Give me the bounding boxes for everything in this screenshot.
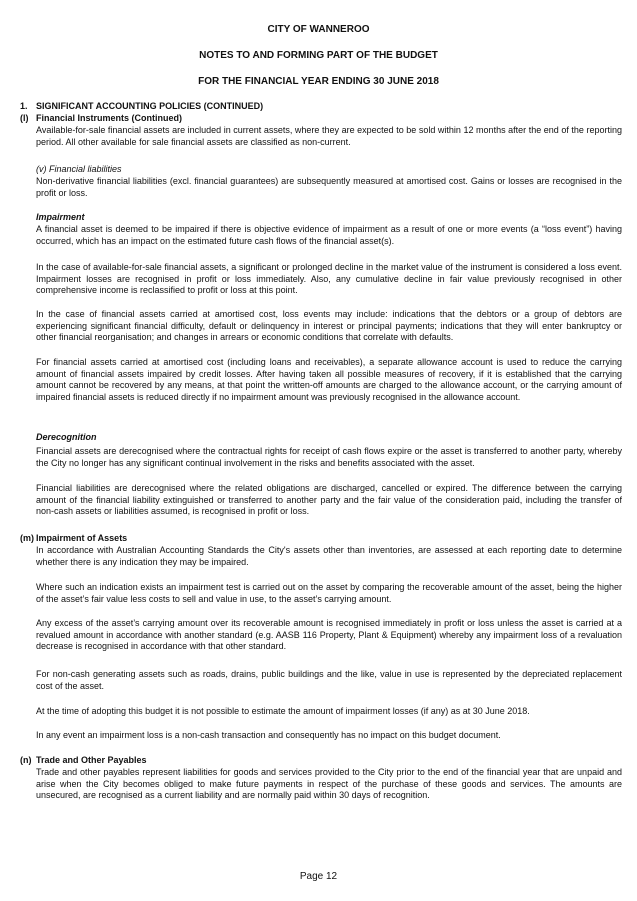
section-number: 1. — [20, 101, 28, 111]
note-l-para-1: Available-for-sale financial assets are included in current assets, where they are expected to be sold within 12 months after the end of the reporting period. All other available for sale financial assets are classified as non-current. — [36, 125, 622, 147]
section-heading: SIGNIFICANT ACCOUNTING POLICIES (CONTINUED) — [36, 101, 264, 111]
note-l-para-7: Financial assets are derecognised where the contractual rights for receipt of cash flows expire or the asset is transferred to another party, whereby the City no longer has any significant continual involvement in the risks and benefits associated with the asset. — [36, 446, 622, 468]
note-m-para-6: In any event an impairment loss is a non-cash transaction and consequently has no impact on this budget document. — [36, 730, 501, 740]
note-l-para-4: In the case of available-for-sale financial assets, a significant or prolonged decline in the market value of the instrument is considered a loss event. Impairment losses are recognised in profit or loss immediately. Also, any cumulative decline in fair value previously recognised in other comprehensive income is reclassified to profit or loss at this point. — [36, 262, 622, 295]
note-m-para-4: For non-cash generating assets such as roads, drains, public buildings and the like, value in use is represented by the depreciated replacement cost of the asset. — [36, 669, 622, 691]
note-l-para-6: For financial assets carried at amortised cost (including loans and receivables), a separate allowance account is used to reduce the carrying amount of financial assets impaired by credit losses. After having taken all possible measures of recovery, if it is established that the carrying amount cannot be recovered by any means, at that point the written-off amounts are charged to the allowance account, or the carrying amount of impaired financial assets is reduced directly if no impairment amount was previously recognised in the allowance account. — [36, 357, 622, 402]
financial-liabilities-heading: (v) Financial liabilities — [36, 164, 122, 174]
doc-header-period: FOR THE FINANCIAL YEAR ENDING 30 JUNE 2018 — [198, 76, 439, 87]
derecognition-heading: Derecognition — [36, 432, 97, 442]
note-n-heading: Trade and Other Payables — [36, 755, 147, 765]
doc-header-title: NOTES TO AND FORMING PART OF THE BUDGET — [199, 50, 438, 61]
impairment-heading: Impairment — [36, 212, 85, 222]
note-m-para-5: At the time of adopting this budget it is not possible to estimate the amount of impairment losses (if any) as at 30 June 2018. — [36, 706, 530, 716]
note-m-para-1: In accordance with Australian Accounting Standards the City's assets other than inventories, are assessed at each reporting date to determine whether there is any indication they may be impaired. — [36, 545, 622, 567]
note-m-label: (m) — [20, 533, 34, 543]
note-l-para-5: In the case of financial assets carried at amortised cost, loss events may include: indications that the debtors or a group of debtors are experiencing significant financial difficulty, default or delinquency in interest or principal payments; indications that they will enter bankruptcy or other financial reorganisation; and changes in arrears or economic conditions that correlate with defaults. — [36, 309, 622, 342]
note-l-para-2: Non-derivative financial liabilities (excl. financial guarantees) are subsequently measured at amortised cost. Gains or losses are recognised in the profit or loss. — [36, 176, 622, 198]
page-number: Page 12 — [299, 871, 338, 882]
note-m-para-2: Where such an indication exists an impairment test is carried out on the asset by comparing the recoverable amount of the asset, being the higher of the asset’s fair value less costs to sell and value in use, to the asset’s carrying amount. — [36, 582, 622, 604]
doc-header-organisation: CITY OF WANNEROO — [267, 24, 370, 35]
note-l-para-3: A financial asset is deemed to be impaired if there is objective evidence of impairment as a result of one or more events (a “loss event”) having occurred, which has an impact on the estimated future cash flows of the financial asset(s). — [36, 224, 622, 246]
note-n-label: (n) — [20, 755, 32, 765]
note-l-heading: Financial Instruments (Continued) — [36, 113, 183, 123]
note-l-para-8: Financial liabilities are derecognised where the related obligations are discharged, cancelled or expired. The difference between the carrying amount of the financial liability extinguished or transferred to another party and the fair value of the consideration paid, including the transfer of non-cash assets or liabilities assumed, is recognised in profit or loss. — [36, 483, 622, 516]
note-m-para-3: Any excess of the asset’s carrying amount over its recoverable amount is recognised immediately in profit or loss unless the asset is carried at a revalued amount in accordance with another standard (e.g. AASB 116 Property, Plant & Equipment) whereby any impairment loss of a revaluation decrease is recognised in accordance with that other standard. — [36, 618, 622, 651]
note-l-label: (l) — [20, 113, 29, 123]
note-m-heading: Impairment of Assets — [36, 533, 128, 543]
note-n-para-1: Trade and other payables represent liabilities for goods and services provided to the City prior to the end of the financial year that are unpaid and arise when the City becomes obliged to make future payments in respect of the purchase of these goods and services. The amounts are unsecured, are recognised as a current liability and are normally paid within 30 days of recognition. — [36, 767, 622, 800]
